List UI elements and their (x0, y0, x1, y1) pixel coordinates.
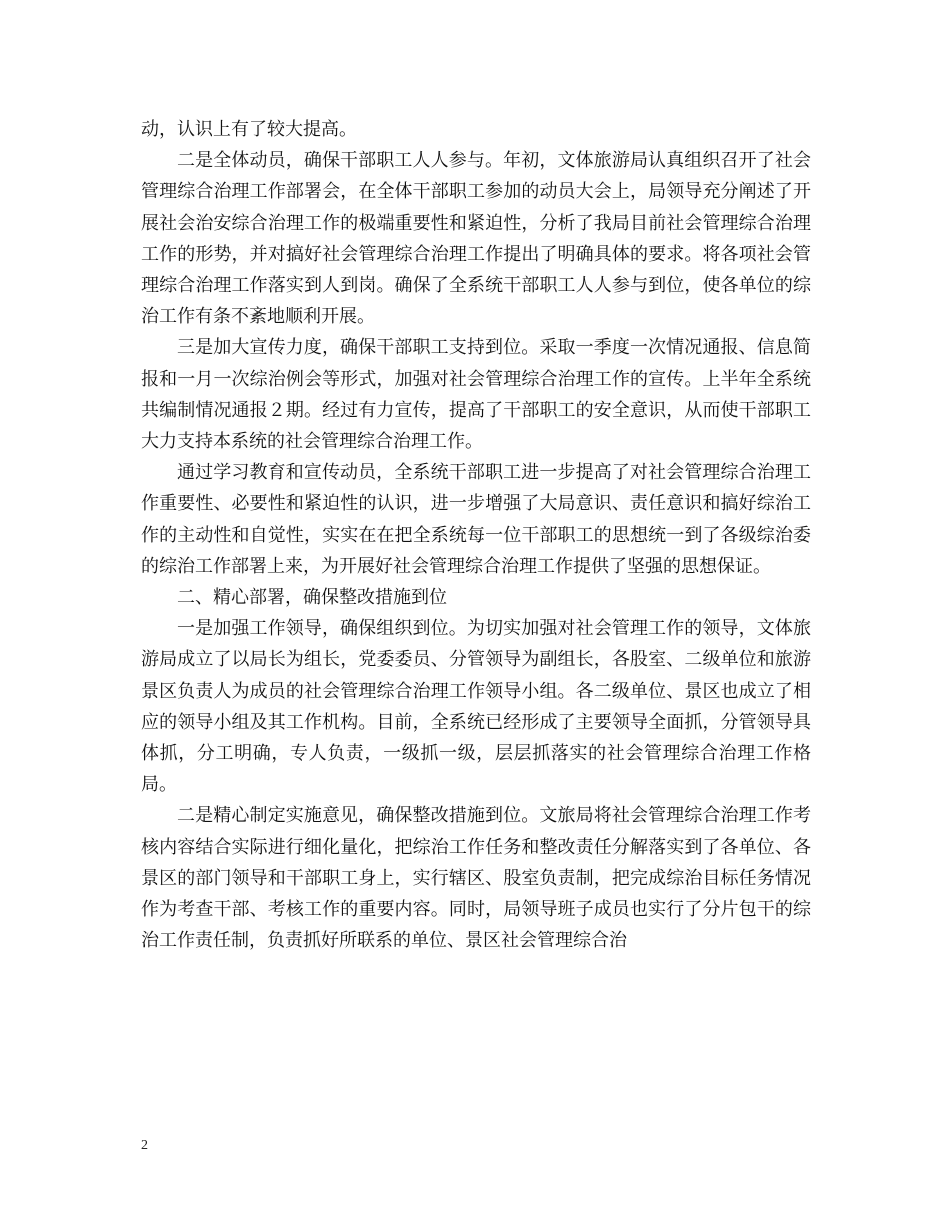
document-body (141, 114, 811, 956)
paragraph-4: 通过学习教育和宣传动员，全系统干部职工进一步提高了对社会管理综合治理工作重要性、必要性和紧迫性的认识，进一步增强了大局意识、责任意识和搞好综治工作的主动性和自觉性，实实在在把全系统每一位干部职工的思想统一到了各级综治委的综治工作部署上来，为开展好社会管理综合治理工作提供了坚强的思想保证。 (141, 462, 811, 577)
section-heading: 二、精心部署，确保整改措施到位 (177, 587, 447, 609)
paragraph-2: 二是全体动员，确保干部职工人人参与。年初，文体旅游局认真组织召开了社会管理综合治理工作部署会，在全体干部职工参加的动员大会上，局领导充分阐述了开展社会治安综合治理工作的极端重要性和紧迫性，分析了我局目前社会管理综合治理工作的形势，并对搞好社会管理综合治理工作提出了明确具体的要求。将各项社会管理综合治理工作落实到人到岗。确保了全系统干部职工人人参与到位，使各单位的综治工作有条不紊地顺利开展。 (141, 150, 811, 328)
paragraph-3: 三是加大宣传力度，确保干部职工支持到位。采取一季度一次情况通报、信息简报和一月一次综治例会等形式，加强对社会管理综合治理工作的宣传。上半年全系统共编制情况通报２期。经过有力宣传，提高了干部职工的安全意识，从而使干部职工大力支持本系统的社会管理综合治理工作。 (141, 337, 811, 453)
page-number: 2 (141, 1138, 148, 1153)
paragraph-1: 动，认识上有了较大提高。 (141, 119, 357, 140)
paragraph-5: 一是加强工作领导，确保组织到位。为切实加强对社会管理工作的领导，文体旅游局成立了以局长为组长，党委委员、分管领导为副组长，各股室、二级单位和旅游景区负责人为成员的社会管理综合治理工作领导小组。各二级单位、景区也成立了相应的领导小组及其工作机构。目前，全系统已经形成了主要领导全面抓，分管领导具体抓，分工明确，专人负责，一级抓一级，层层抓落实的社会管理综合治理工作格局。 (141, 618, 811, 796)
paragraph-6: 二是精心制定实施意见，确保整改措施到位。文旅局将社会管理综合治理工作考核内容结合实际进行细化量化，把综治工作任务和整改责任分解落实到了各单位、各景区的部门领导和干部职工身上，实行辖区、股室负责制，把完成综治目标任务情况作为考查干部、考核工作的重要内容。同时，局领导班子成员也实行了分片包干的综治工作责任制，负责抓好所联系的单位、景区社会管理综合治 (141, 805, 811, 952)
